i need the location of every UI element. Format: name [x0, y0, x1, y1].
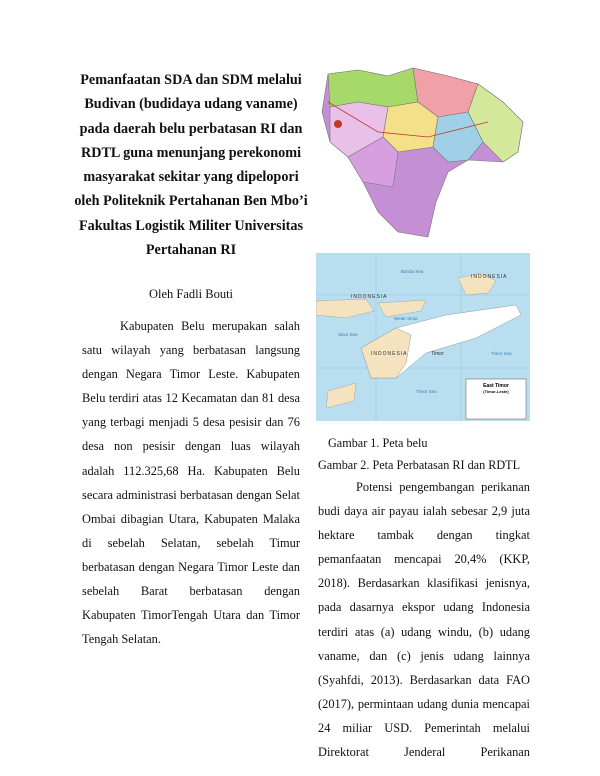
figure-1-caption: Gambar 1. Peta belu: [328, 436, 428, 450]
right-column: [318, 475, 530, 764]
body-paragraph: Potensi pengembangan perikanan budi daya air payau ialah sebesar 2,9 juta hektare tambak dengan tingkat pemanfaatan mencapai 20,4% (KKP, 2018). Berdasarkan klasifikasi jenisnya, pada dasarnya ekspor udang Indonesia terdiri atas (a) udang windu, (b) udang vaname, dan (c) jenis udang lainnya (Syahfdi, 2013). Berdasarkan data FAO (2017), permintaan udang dunia mencapai 24 miliar USD. Pemerintah melalui Direktorat Jenderal Perikanan: [318, 480, 530, 760]
map-label-timor-sea-east: Timor Sea: [491, 351, 512, 356]
map-legend-title: East Timor: [483, 383, 509, 389]
belu-regency-map: [318, 62, 530, 244]
author-line: Oleh Fadli Bouti: [148, 287, 234, 301]
map-label-timor-sea-south: Timor Sea: [416, 389, 437, 394]
map-label-indonesia-nw: INDONESIA: [351, 294, 388, 300]
figure-2-caption: Gambar 2. Peta Perbatasan RI dan RDTL: [318, 458, 521, 472]
map-label-indonesia-w: INDONESIA: [371, 351, 408, 357]
map-label-banda-sea: Banda Sea: [401, 269, 424, 274]
map-label-indonesia-ne: INDONESIA: [471, 274, 508, 280]
map-label-timor: Timor: [431, 351, 444, 357]
left-column: [82, 314, 300, 651]
body-paragraph: Kabupaten Belu merupakan salah satu wilayah yang berbatasan langsung dengan Negara Timor Leste. Kabupaten Belu terdiri atas 12 Kecamatan dan 81 desa yang terbagi menjadi 5 desa pesisir dan 76 desa non pesisir dengan luas wilayah adalah 112.325,68 Ha. Kabupaten Belu secara administrasi berbatasan dengan Selat Ombai dibagian Utara, Kabupaten Malaka di sebelah Selatan, sebelah Timur berbatasan dengan Negara Timor Leste dan sebelah Barat berbatasan dengan Kabupaten TimorTengah Utara dan Timor Tengah Selatan.: [82, 319, 300, 647]
map-legend-subtitle: (Timor-Leste): [483, 389, 509, 394]
map-label-savu-sea: Savu Sea: [338, 332, 358, 337]
map-label-strait: Wetar Strait: [394, 316, 418, 321]
article-title: Pemanfaatan SDA dan SDM melalui Budivan (budidaya udang vaname) pada daerah belu perbatasan RI dan RDTL guna menunjang perekonomi masyarakat sekitar yang dipelopori oleh Politeknik Pertahanan Ben Mbo’i Fakultas Logistik Militer Universitas Pertahanan RI: [74, 72, 308, 259]
border-map-ri-rdtl: [316, 253, 530, 429]
